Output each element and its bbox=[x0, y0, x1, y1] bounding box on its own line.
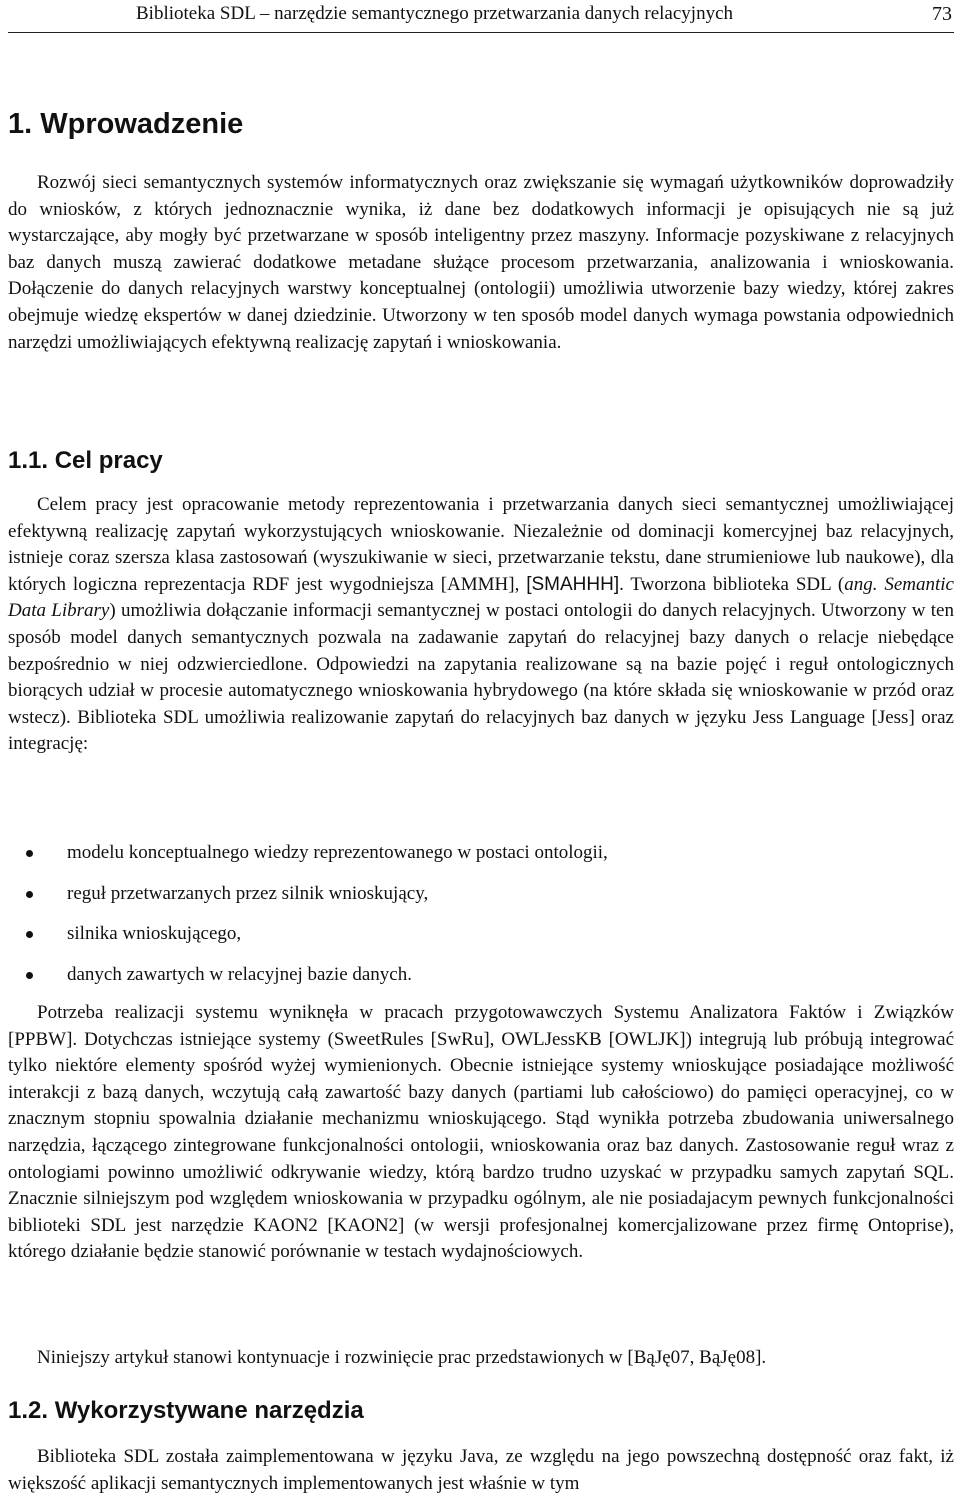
page-number: 73 bbox=[932, 3, 952, 25]
tools-paragraph: Biblioteka SDL została zaimplementowana w języku Java, ze względu na jego powszechną dostępność oraz fakt, iż większość aplikacji semantycznych implementowanych jest właśnie w tym bbox=[8, 1446, 954, 1494]
section-heading-goal: 1.1. Cel pracy bbox=[8, 447, 163, 474]
citation-smahhh: [SMAHHH] bbox=[526, 573, 620, 595]
goal-paragraph-1-text-a: Celem pracy jest opracowanie metody reprezentowania i przetwarzania danych sieci semantycznej umożliwiającej efektywną realizację zapytań wykorzystujących wnioskowanie. Niezależnie od dominacji komercyjnej baz relacyjnych, istnieje coraz szersza klasa zastosowań (wyszukiwanie w sieci, przetwarzanie tekstu, dane strumieniowe lub naukowe), dla których logiczna reprezentacja RDF jest wygodniejsza [AMMH], bbox=[8, 494, 954, 595]
list-item: reguł przetwarzanych przez silnik wnioskujący, bbox=[8, 881, 608, 922]
section-heading-tools: 1.2. Wykorzystywane narzędzia bbox=[8, 1397, 364, 1424]
integration-list bbox=[8, 840, 608, 1002]
introduction-paragraph: Rozwój sieci semantycznych systemów informatycznych oraz zwiększanie się wymagań użytkowników doprowadziły do wniosków, z których jednoznacznie wynika, iż dane bez dodatkowych informacji je opisujących nie są już wystarczające, aby mogły być przetwarzane w sposób inteligentny przez maszyny. Informacje pozyskiwane z relacyjnych baz danych muszą zawierać dodatkowe metadane służące procesom przetwarzania, analizowania i wnioskowania. Dołączenie do danych relacyjnych warstwy konceptualnej (ontologii) umożliwia utworzenie bazy wiedzy, której zakres obejmuje wiedzę ekspertów w danej dziedzinie. Utworzony w ten sposób model danych wymaga powstania odpowiednich narzędzi umożliwiających efektywną realizację zapytań i wnioskowania. bbox=[8, 172, 954, 353]
header-title: Biblioteka SDL – narzędzie semantycznego przetwarzania danych relacyjnych bbox=[136, 3, 733, 24]
list-item: silnika wnioskującego, bbox=[8, 921, 608, 962]
goal-paragraph-1-italic: ang. Semantic Data Library bbox=[8, 573, 954, 622]
goal-paragraph-1-text-b: . Tworzona biblioteka SDL ( bbox=[619, 573, 845, 595]
section-heading-introduction: 1. Wprowadzenie bbox=[8, 108, 244, 140]
continuation-paragraph: Niniejszy artykuł stanowi kontynuacje i rozwinięcie prac przedstawionych w [BąJę07, BąJę08]. bbox=[37, 1347, 767, 1368]
continuation-text bbox=[8, 1345, 954, 1372]
tools-text bbox=[8, 1444, 954, 1497]
goal-text bbox=[8, 492, 954, 758]
needs-paragraph: Potrzeba realizacji systemu wyniknęła w pracach przygotowawczych Systemu Analizatora Faktów i Związków [PPBW]. Dotychczas istniejące systemy (SweetRules [SwRu], OWLJessKB [OWLJK]) integrują lub próbują integrować tylko niektóre elementy spośród wyżej wymienionych. Obecnie istniejące systemy wnioskujące posiadające możliwość interakcji z bazą danych, wczytują całą zawartość bazy danych (partiami lub całościowo) do pamięci operacyjnej, co w znacznym stopniu spowalnia działanie mechanizmu wnioskującego. Stąd wynikła potrzeba zbudowania uniwersalnego narzędzia, łączącego zintegrowane funkcjonalności ontologii, wnioskowania oraz baz danych. Zastosowanie reguł wraz z ontologiami powinno umożliwić odkrywanie wiedzy, którą bardzo trudno uzyskać w przypadku samych zapytań SQL. Znacznie silniejszym pod względem wnioskowania w przypadku ogólnym, ale nie posiadajacym pewnych funkcjonalności biblioteki SDL jest narzędzie KAON2 [KAON2] (w wersji profesjonalnej komercjalizowane przez firmę Ontoprise), którego działanie będzie stanowić porównanie w testach wydajnościowych. bbox=[8, 1002, 954, 1263]
goal-paragraph-1 bbox=[8, 492, 954, 758]
running-header bbox=[8, 0, 954, 33]
list-item: danych zawartych w relacyjnej bazie danych. bbox=[8, 962, 608, 1003]
introduction-text bbox=[8, 170, 954, 356]
list-item: modelu konceptualnego wiedzy reprezentowanego w postaci ontologii, bbox=[8, 840, 608, 881]
goal-paragraph-1-text-c: ) umożliwia dołączanie informacji semantycznej w postaci ontologii do danych relacyjnych. Utworzony w ten sposób model danych semantycznych pozwala na zadawanie zapytań do relacyjnej bazy danych o relacje niebędące bezpośrednio w niej odzwierciedlone. Odpowiedzi na zapytania realizowane są na bazie pojęć i reguł ontologicznych biorących udział w procesie automatycznego wnioskowania hybrydowego (na które składa się wnioskowanie w przód oraz wstecz). Biblioteka SDL umożliwia realizowanie zapytań do relacyjnych baz danych w języku Jess Language [Jess] oraz integrację: bbox=[8, 600, 954, 755]
needs-text bbox=[8, 1000, 954, 1266]
